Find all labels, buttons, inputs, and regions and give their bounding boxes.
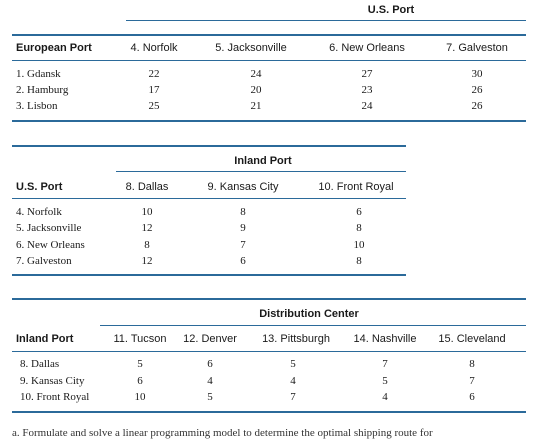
table-cell: 17 (148, 84, 160, 96)
row-label: 3. Lisbon (16, 100, 58, 112)
column-header: 7. Galveston (446, 42, 508, 54)
group-header-rule (126, 20, 526, 21)
column-header: 9. Kansas City (207, 181, 279, 193)
table-cell: 26 (471, 84, 483, 96)
table-top-rule (12, 298, 526, 300)
row-header-us-port: U.S. Port (16, 181, 63, 193)
column-header: 14. Nashville (353, 333, 417, 345)
row-label: 8. Dallas (20, 358, 60, 370)
table-cell: 4 (382, 391, 388, 403)
column-header: 5. Jacksonville (215, 42, 287, 54)
table-cell: 22 (148, 68, 160, 80)
group-header-rule (100, 325, 526, 326)
column-header: 10. Front Royal (318, 181, 394, 193)
table-cell: 24 (361, 100, 373, 112)
row-label: 5. Jacksonville (16, 222, 82, 234)
table-cell: 26 (471, 100, 483, 112)
group-header-us-port: U.S. Port (367, 4, 415, 16)
table-cell: 5 (290, 358, 296, 370)
row-label: 6. New Orleans (16, 239, 85, 251)
table-top-rule (12, 34, 526, 36)
table-cell: 8 (356, 255, 362, 267)
table-cell: 6 (240, 255, 246, 267)
table-cell: 4 (207, 375, 213, 387)
column-header: 6. New Orleans (329, 42, 405, 54)
table-cell: 7 (382, 358, 388, 370)
column-header: 11. Tucson (113, 333, 167, 345)
column-header: 15. Cleveland (438, 333, 506, 345)
table-cell: 12 (141, 222, 153, 234)
header-rule (12, 351, 526, 352)
table-cell: 24 (250, 68, 262, 80)
table-cell: 27 (361, 68, 373, 80)
table-bottom-rule (12, 411, 526, 413)
table-cell: 5 (207, 391, 213, 403)
row-label: 4. Norfolk (16, 206, 62, 218)
row-header-european-port: European Port (16, 42, 92, 54)
table-cell: 8 (144, 239, 150, 251)
group-header-inland-port: Inland Port (234, 155, 292, 167)
table-cell: 6 (207, 358, 213, 370)
table-cell: 25 (148, 100, 160, 112)
table-cell: 6 (356, 206, 362, 218)
table-cell: 30 (471, 68, 483, 80)
table-cell: 8 (469, 358, 475, 370)
table-cell: 10 (353, 239, 365, 251)
table-top-rule (12, 145, 406, 147)
table-cell: 10 (134, 391, 146, 403)
table-cell: 5 (137, 358, 143, 370)
table-bottom-rule (12, 120, 526, 122)
table-cell: 10 (141, 206, 153, 218)
header-rule (12, 60, 526, 61)
row-label: 7. Galveston (16, 255, 72, 267)
row-label: 1. Gdansk (16, 68, 61, 80)
column-header: 8. Dallas (125, 181, 169, 193)
table-cell: 7 (290, 391, 296, 403)
column-header: 13. Pittsburgh (262, 333, 330, 345)
column-header: 12. Denver (183, 333, 237, 345)
group-header-distribution-center: Distribution Center (259, 308, 359, 320)
question-text: a. Formulate and solve a linear programming model to determine the optimal shipping route for (12, 427, 433, 439)
table-cell: 7 (240, 239, 246, 251)
table-cell: 4 (290, 375, 296, 387)
table-cell: 20 (250, 84, 262, 96)
table-cell: 8 (240, 206, 246, 218)
row-header-inland-port: Inland Port (16, 333, 74, 345)
table-cell: 6 (137, 375, 143, 387)
group-header-rule (116, 171, 406, 172)
table-cell: 23 (361, 84, 373, 96)
column-header: 4. Norfolk (130, 42, 178, 54)
table-cell: 12 (141, 255, 153, 267)
row-label: 2. Hamburg (16, 84, 69, 96)
table-cell: 7 (469, 375, 475, 387)
table-cell: 21 (250, 100, 262, 112)
table-cell: 5 (382, 375, 388, 387)
table-cell: 9 (240, 222, 246, 234)
row-label: 10. Front Royal (20, 391, 90, 403)
table-cell: 6 (469, 391, 475, 403)
table-cell: 8 (356, 222, 362, 234)
row-label: 9. Kansas City (20, 375, 85, 387)
table-bottom-rule (12, 274, 406, 276)
header-rule (12, 198, 406, 199)
